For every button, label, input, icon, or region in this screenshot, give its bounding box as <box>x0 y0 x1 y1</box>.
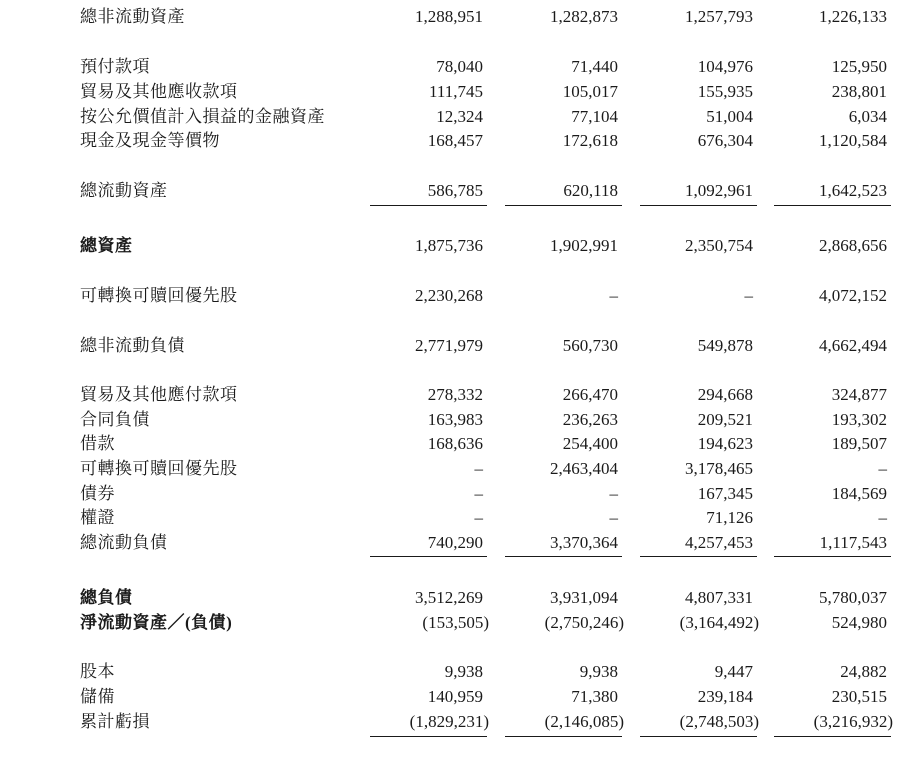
total-underline <box>640 205 757 206</box>
total-underline <box>370 736 487 737</box>
cell-value: 1,902,991 <box>550 236 618 255</box>
cell-value: 71,440 <box>571 57 618 76</box>
row-label: 現金及現金等價物 <box>80 131 220 150</box>
row-label: 預付款項 <box>80 57 150 76</box>
cell-value: 278,332 <box>427 385 483 404</box>
cell-value: 51,004 <box>706 107 753 126</box>
table-row <box>0 128 924 154</box>
row-label: 總負債 <box>80 588 133 607</box>
cell-value: 560,730 <box>562 336 618 355</box>
total-underline <box>774 736 891 737</box>
cell-value: 209,521 <box>697 410 753 429</box>
row-label: 權證 <box>80 508 115 527</box>
cell-value: 2,463,404 <box>550 459 618 478</box>
cell-value: 24,882 <box>840 662 887 681</box>
cell-value: 2,868,656 <box>819 236 887 255</box>
row-label: 總流動負債 <box>80 533 168 552</box>
cell-value: 1,117,543 <box>819 533 887 552</box>
total-underline <box>774 556 891 557</box>
cell-value: – <box>878 459 887 478</box>
cell-value: 12,324 <box>436 107 483 126</box>
table-row <box>0 104 924 130</box>
cell-value: 111,745 <box>429 82 483 101</box>
table-row <box>0 659 924 685</box>
cell-value: (2,146,085) <box>544 712 624 731</box>
table-row <box>0 610 924 636</box>
cell-value: 140,959 <box>427 687 483 706</box>
row-label: 總非流動資產 <box>80 7 185 26</box>
row-label: 合同負債 <box>80 410 150 429</box>
table-row <box>0 79 924 105</box>
cell-value: – <box>474 459 483 478</box>
table-row <box>0 530 924 556</box>
cell-value: (3,164,492) <box>679 613 759 632</box>
cell-value: 155,935 <box>697 82 753 101</box>
table-row <box>0 54 924 80</box>
row-label: 可轉換可贖回優先股 <box>80 286 238 305</box>
cell-value: 2,350,754 <box>685 236 753 255</box>
row-label: 總資產 <box>80 236 133 255</box>
cell-value: 193,302 <box>831 410 887 429</box>
cell-value: 168,457 <box>427 131 483 150</box>
cell-value: 1,288,951 <box>415 7 483 26</box>
cell-value: 238,801 <box>831 82 887 101</box>
cell-value: 1,642,523 <box>819 181 887 200</box>
row-label: 貿易及其他應收款項 <box>80 82 238 101</box>
cell-value: 4,807,331 <box>685 588 753 607</box>
table-row <box>0 407 924 433</box>
table-row <box>0 178 924 204</box>
cell-value: 254,400 <box>562 434 618 453</box>
cell-value: 1,226,133 <box>819 7 887 26</box>
cell-value: 168,636 <box>427 434 483 453</box>
cell-value: 6,034 <box>848 107 887 126</box>
cell-value: – <box>878 508 887 527</box>
cell-value: 189,507 <box>831 434 887 453</box>
cell-value: 3,512,269 <box>415 588 483 607</box>
cell-value: 230,515 <box>831 687 887 706</box>
cell-value: 184,569 <box>831 484 887 503</box>
table-row <box>0 456 924 482</box>
table-row <box>0 585 924 611</box>
cell-value: 236,263 <box>562 410 618 429</box>
cell-value: 4,072,152 <box>819 286 887 305</box>
total-underline <box>774 205 891 206</box>
table-row <box>0 431 924 457</box>
cell-value: 620,118 <box>563 181 618 200</box>
cell-value: 172,618 <box>562 131 618 150</box>
cell-value: 1,120,584 <box>819 131 887 150</box>
cell-value: 3,178,465 <box>685 459 753 478</box>
cell-value: 194,623 <box>697 434 753 453</box>
table-row <box>0 481 924 507</box>
cell-value: 9,938 <box>579 662 618 681</box>
cell-value: (153,505) <box>422 613 489 632</box>
cell-value: 5,780,037 <box>819 588 887 607</box>
cell-value: 105,017 <box>562 82 618 101</box>
cell-value: 104,976 <box>697 57 753 76</box>
row-label: 貿易及其他應付款項 <box>80 385 238 404</box>
cell-value: – <box>609 484 618 503</box>
cell-value: 2,771,979 <box>415 336 483 355</box>
cell-value: 676,304 <box>697 131 753 150</box>
cell-value: 167,345 <box>697 484 753 503</box>
total-underline <box>505 556 622 557</box>
table-row <box>0 233 924 259</box>
cell-value: – <box>474 484 483 503</box>
row-label: 總流動資產 <box>80 181 168 200</box>
table-row <box>0 4 924 30</box>
cell-value: 71,380 <box>571 687 618 706</box>
cell-value: (2,750,246) <box>544 613 624 632</box>
cell-value: 4,662,494 <box>819 336 887 355</box>
cell-value: 1,092,961 <box>685 181 753 200</box>
table-row <box>0 333 924 359</box>
cell-value: 77,104 <box>571 107 618 126</box>
cell-value: – <box>609 286 618 305</box>
cell-value: 549,878 <box>697 336 753 355</box>
row-label: 按公允價值計入損益的金融資產 <box>80 107 325 126</box>
cell-value: – <box>474 508 483 527</box>
cell-value: 1,257,793 <box>685 7 753 26</box>
cell-value: 266,470 <box>562 385 618 404</box>
total-underline <box>640 736 757 737</box>
cell-value: 78,040 <box>436 57 483 76</box>
cell-value: 1,875,736 <box>415 236 483 255</box>
row-label: 總非流動負債 <box>80 336 185 355</box>
total-underline <box>370 205 487 206</box>
cell-value: 294,668 <box>697 385 753 404</box>
cell-value: 163,983 <box>427 410 483 429</box>
cell-value: 4,257,453 <box>685 533 753 552</box>
cell-value: (1,829,231) <box>409 712 489 731</box>
table-row <box>0 709 924 735</box>
table-row <box>0 382 924 408</box>
row-label: 可轉換可贖回優先股 <box>80 459 238 478</box>
cell-value: 71,126 <box>706 508 753 527</box>
table-row <box>0 505 924 531</box>
cell-value: 3,931,094 <box>550 588 618 607</box>
cell-value: (2,748,503) <box>679 712 759 731</box>
cell-value: 586,785 <box>427 181 483 200</box>
cell-value: – <box>744 286 753 305</box>
cell-value: 9,447 <box>714 662 753 681</box>
row-label: 借款 <box>80 434 115 453</box>
cell-value: 2,230,268 <box>415 286 483 305</box>
cell-value: 125,950 <box>831 57 887 76</box>
row-label: 累計虧損 <box>80 712 150 731</box>
total-underline <box>370 556 487 557</box>
total-underline <box>505 736 622 737</box>
table-row <box>0 684 924 710</box>
cell-value: – <box>609 508 618 527</box>
total-underline <box>505 205 622 206</box>
cell-value: 239,184 <box>697 687 753 706</box>
cell-value: 324,877 <box>831 385 887 404</box>
cell-value: 524,980 <box>831 613 887 632</box>
row-label: 淨流動資產／(負債) <box>80 613 233 632</box>
total-underline <box>640 556 757 557</box>
cell-value: (3,216,932) <box>813 712 893 731</box>
table-row <box>0 283 924 309</box>
row-label: 股本 <box>80 662 115 681</box>
cell-value: 1,282,873 <box>550 7 618 26</box>
cell-value: 9,938 <box>444 662 483 681</box>
row-label: 債券 <box>80 484 115 503</box>
row-label: 儲備 <box>80 687 115 706</box>
cell-value: 740,290 <box>427 533 483 552</box>
cell-value: 3,370,364 <box>550 533 618 552</box>
